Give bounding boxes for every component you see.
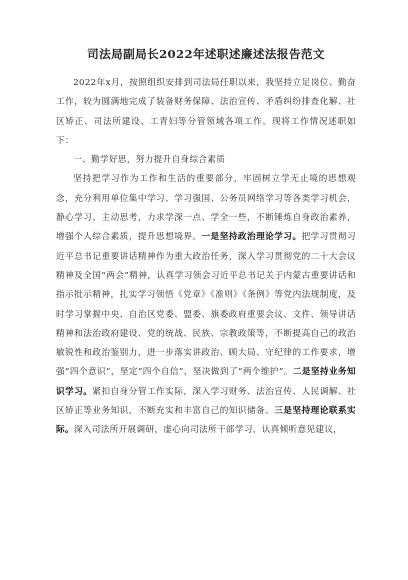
point-1-text: 把学习贯彻习近平总书记重要讲话精神作为重大政治任务，深入学习贯彻党的二十大会议精神及全国“两会”精神，认真学习领会习近平总书记关于内蒙古重要讲话和指示批示精神，扎实学习领悟《党章》《准则》《条例》等党内法规制度，及时学习掌握中央、自治区党委、盟委、旗委政府重要会议、文件、领导讲话精神和法治政府建设、党的统战、民族、宗教政策等，不断提高自己的政治敏锐性和政治鉴别力，进一步落实讲政治、顾大局、守纪律的工作要求，增强“四个意识”，坚定“四个自信”，坚决做到了“两个维护”。 [56, 232, 356, 378]
study-paragraph [56, 170, 356, 440]
point-3-text: 深入司法所开展调研，虚心向司法所干部学习，认真倾听意见建议， [73, 425, 343, 436]
point-3-label: 三是坚持理论联系实际。 [56, 406, 357, 436]
point-2-label: 二是坚持业务知识学习。 [56, 367, 357, 397]
point-1-label: 一是坚持政治理论学习。 [201, 232, 302, 243]
intro-paragraph: 2022年x月，按照组织安排到司法局任职以来，我坚持立足岗位、勤奋工作，较为圆满地完成了装备财务保障、法治宣传、矛盾纠纷排查化解、社区矫正、司法所建设、工青妇等分管领域各项工作。现将工作情况述职如下： [56, 78, 356, 146]
point-2-text: 紧扣自身分管工作实际，深入学习财务、法治宣传、人民调解、社区矫正等业务知识，不断充实和丰富自己的知识储备。 [56, 386, 356, 417]
document-title: 司法局副局长2022年述职述廉述法报告范文 [87, 47, 325, 61]
section-heading-1: 一、勤学好思，努力提升自身综合素质 [73, 155, 226, 166]
study-paragraph-text: 坚持把学习作为工作和生活的重要部分，牢固树立学无止境的思想观念，充分利用单位集中学习、学习强国、公务员网络学习等各类学习机会，静心学习、主动思考，力求学深一点、学全一些，不断锤炼自身政治素养，增强个人综合素质，提升思想境界。 [56, 174, 356, 243]
